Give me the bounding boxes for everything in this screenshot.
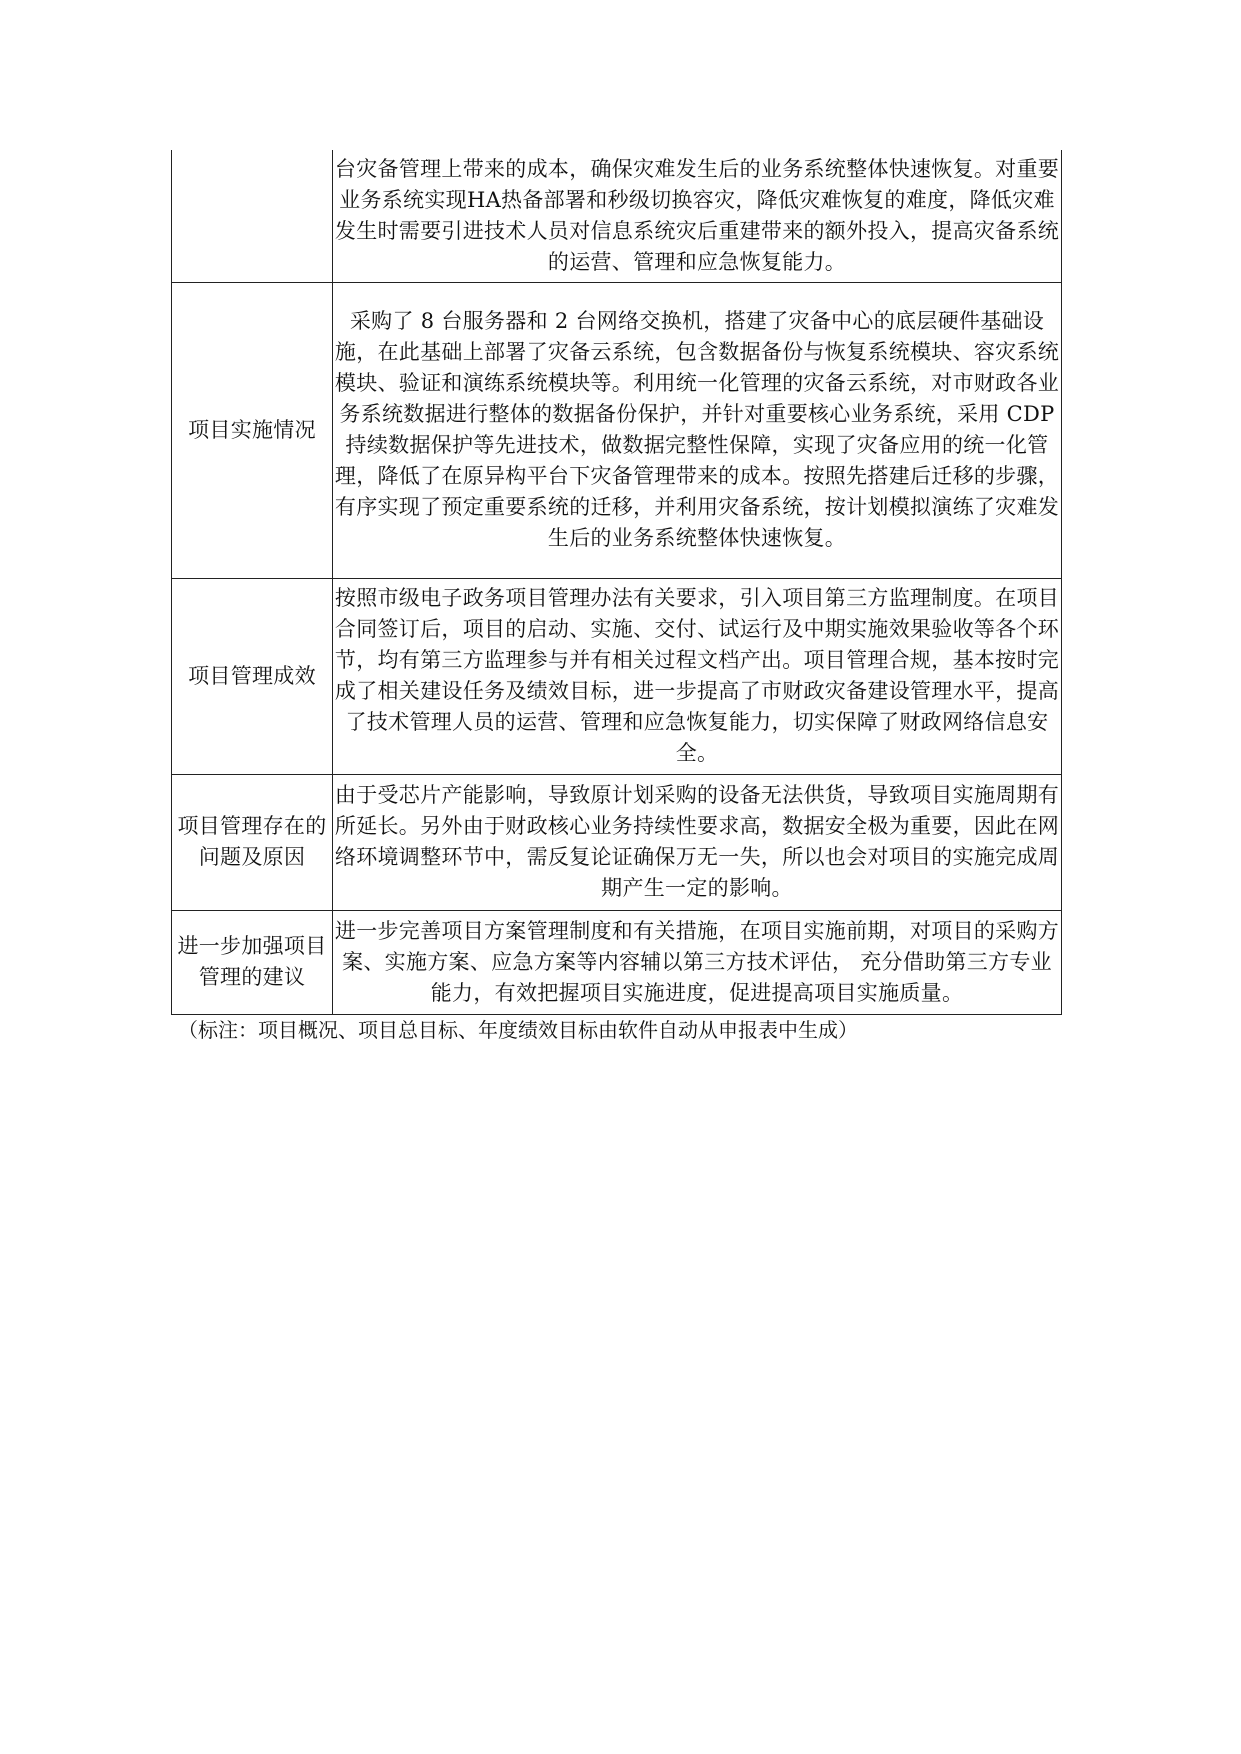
row-label: 项目实施情况 (188, 417, 316, 442)
row-content: 由于受芯片产能影响，导致原计划采购的设备无法供货，导致项目实施周期有所延长。另外由于财政核心业务持续性要求高，数据安全极为重要，因此在网络环境调整环节中，需反复论证确保万无一失，所以也会对项目的实施完成周期产生一定的影响。 (334, 783, 1060, 900)
row-content-cell (333, 150, 1062, 282)
row-label: 进一步加强项目管理的建议 (177, 934, 327, 989)
row-content: 按照市级电子政务项目管理办法有关要求，引入项目第三方监理制度。在项目合同签订后，项目的启动、实施、交付、试运行及中期实施效果验收等各个环节，均有第三方监理参与并有相关过程文档产出。项目管理合规，基本按时完成了相关建设任务及绩效目标，进一步提高了市财政灾备建设管理水平，提高了技术管理人员的运营、管理和应急恢复能力，切实保障了财政网络信息安全。 (334, 586, 1060, 765)
table-row-suggestions (172, 910, 1062, 1014)
row-content-cell (333, 282, 1062, 578)
row-content-cell (333, 910, 1062, 1014)
row-label-cell (172, 150, 333, 282)
row-label: 项目管理存在的问题及原因 (177, 814, 327, 869)
footnote: （标注：项目概况、项目总目标、年度绩效目标由软件自动从申报表中生成） (178, 1018, 858, 1042)
row-content-cell (333, 578, 1062, 774)
performance-report-table (171, 150, 1062, 1015)
row-content: 进一步完善项目方案管理制度和有关措施，在项目实施前期，对项目的采购方案、实施方案、应急方案等内容辅以第三方技术评估， 充分借助第三方专业能力，有效把握项目实施进度，促进提高项目实施质量。 (334, 918, 1060, 1005)
row-label-cell (172, 774, 333, 910)
row-label-cell (172, 282, 333, 578)
row-label-cell (172, 578, 333, 774)
row-content-cell (333, 774, 1062, 910)
table-row-management-results (172, 578, 1062, 774)
table-row-continued (172, 150, 1062, 282)
row-label-cell (172, 910, 333, 1014)
table-row-implementation (172, 282, 1062, 578)
row-label: 项目管理成效 (188, 663, 316, 688)
row-content: 采购了 8 台服务器和 2 台网络交换机，搭建了灾备中心的底层硬件基础设施，在此基础上部署了灾备云系统，包含数据备份与恢复系统模块、容灾系统模块、验证和演练系统模块等。利用统一化管理的灾备云系统，对市财政各业务系统数据进行整体的数据备份保护，并针对重要核心业务系统，采用 CDP 持续数据保护等先进技术，做数据完整性保障，实现了灾备应用的统一化管理，降低了在原异构平台下灾备管理带来的成本。按照先搭建后迁移的步骤，有序实现了预定重要系统的迁移，并利用灾备系统，按计划模拟演练了灾难发生后的业务系统整体快速恢复。 (334, 309, 1060, 550)
row-content: 台灾备管理上带来的成本，确保灾难发生后的业务系统整体快速恢复。对重要业务系统实现HA热备部署和秒级切换容灾，降低灾难恢复的难度，降低灾难发生时需要引进技术人员对信息系统灾后重建带来的额外投入，提高灾备系统的运营、管理和应急恢复能力。 (334, 156, 1060, 274)
table-row-problems (172, 774, 1062, 910)
